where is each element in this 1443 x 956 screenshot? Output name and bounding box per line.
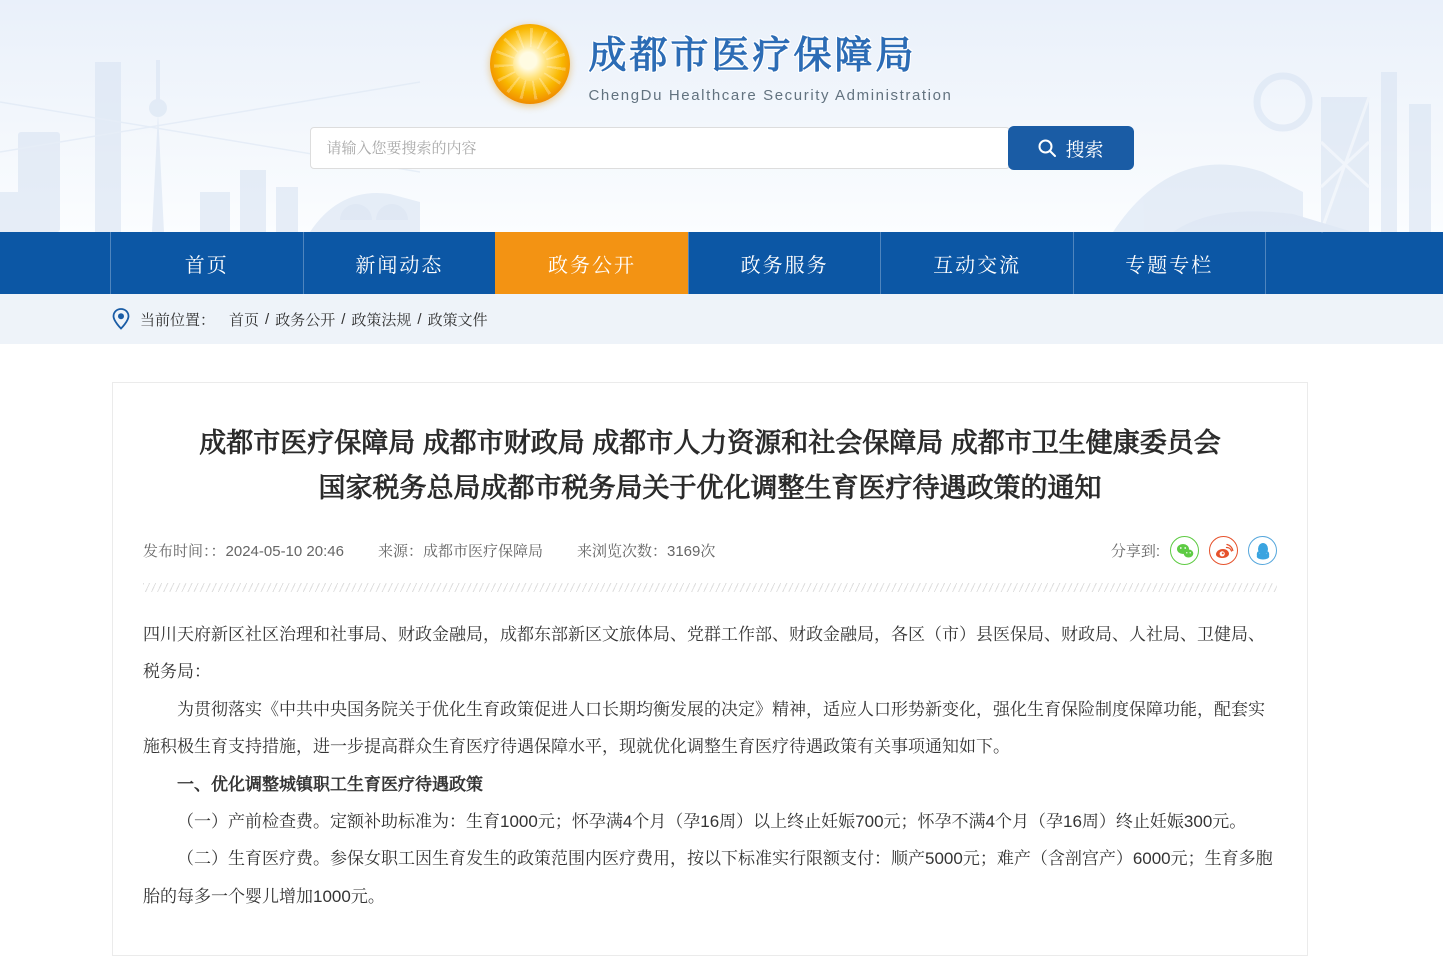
publish-time	[143, 540, 344, 561]
source	[378, 540, 543, 561]
search-icon	[1037, 138, 1057, 158]
nav-item-interaction[interactable]: 互动交流	[880, 232, 1073, 294]
site-header	[0, 0, 1443, 232]
wechat-share-icon[interactable]	[1170, 536, 1199, 565]
main-nav	[0, 232, 1443, 294]
main-content	[0, 382, 1443, 956]
weibo-share-icon[interactable]	[1209, 536, 1238, 565]
breadcrumb-item-gov-disclosure[interactable]: 政务公开	[275, 311, 336, 329]
nav-item-gov-disclosure[interactable]: 政务公开	[495, 232, 688, 294]
brand	[0, 0, 1443, 104]
search-button-label: 搜索	[1065, 139, 1104, 161]
breadcrumb-item-policy-regulations[interactable]: 政策法规	[351, 311, 412, 329]
breadcrumb-item-policy-documents[interactable]: 政策文件	[427, 311, 488, 329]
breadcrumb-separator: /	[417, 310, 422, 328]
location-pin-icon	[112, 308, 130, 330]
search-bar	[0, 126, 1443, 170]
site-subtitle: ChengDu Healthcare Security Administration	[588, 87, 953, 104]
breadcrumb-separator: /	[265, 310, 270, 328]
publish-time-value: ：2024-05-10 20:46	[210, 543, 344, 561]
article-meta	[143, 536, 1277, 565]
view-count-value: 3169次	[667, 543, 716, 561]
paragraph-item-2: （二）生育医疗费。参保女职工因生育发生的政策范围内医疗费用，按以下标准实行限额支付：顺产5000元；难产（含剖宫产）6000元；生育多胞胎的每多一个婴儿增加1000元。	[143, 849, 1273, 906]
share-bar	[1111, 536, 1277, 565]
paragraph-recipients: 四川天府新区社区治理和社事局、财政金融局，成都东部新区文旅体局、党群工作部、财政金融局，各区（市）县医保局、财政局、人社局、卫健局、税务局：	[143, 625, 1265, 682]
article-title-line1: 成都市医疗保障局 成都市财政局 成都市人力资源和社会保障局 成都市卫生健康委员会	[199, 428, 1221, 458]
agency-logo-icon	[490, 24, 570, 104]
publish-time-label: 发布时间：	[143, 543, 211, 561]
search-input[interactable]	[310, 127, 1010, 169]
share-label: 分享到:	[1110, 543, 1160, 561]
paragraph-preamble: 为贯彻落实《中共中央国务院关于优化生育政策促进人口长期均衡发展的决定》精神，适应人口形势新变化，强化生育保险制度保障功能，配套实施积极生育支持措施，进一步提高群众生育医疗待遇保障水平，现就优化调整生育医疗待遇政策有关事项通知如下。	[143, 699, 1265, 757]
breadcrumb-separator: /	[341, 310, 346, 328]
search-button[interactable]	[1008, 126, 1134, 170]
brand-text	[588, 24, 952, 104]
nav-item-home[interactable]: 首页	[110, 232, 303, 294]
source-value: 成都市医疗保障局	[422, 543, 543, 561]
article-body	[143, 616, 1277, 915]
article-title-line2: 国家税务总局成都市税务局关于优化调整生育医疗待遇政策的通知	[318, 472, 1102, 503]
breadcrumb-label: 当前位置：	[140, 311, 216, 329]
main-nav-items	[110, 232, 1266, 294]
breadcrumb-item-home[interactable]: 首页	[229, 311, 260, 329]
view-count-label: 来浏览次数：	[576, 543, 667, 561]
hatched-divider	[143, 583, 1277, 592]
nav-item-gov-services[interactable]: 政务服务	[688, 232, 881, 294]
site-title: 成都市医疗保障局	[588, 35, 917, 77]
paragraph-item-1: （一）产前检查费。定额补助标准为：生育1000元；怀孕满4个月（孕16周）以上终止妊娠700元；怀孕不满4个月（孕16周）终止妊娠300元。	[177, 812, 1247, 832]
section-heading-1: 一、优化调整城镇职工生育医疗待遇政策	[177, 774, 483, 794]
qq-share-icon[interactable]	[1248, 536, 1277, 565]
view-count	[577, 540, 715, 561]
article-title	[143, 421, 1277, 510]
nav-item-news[interactable]: 新闻动态	[303, 232, 496, 294]
source-label: 来源：	[377, 543, 423, 561]
breadcrumb	[0, 294, 1443, 344]
nav-item-special-topics[interactable]: 专题专栏	[1073, 232, 1266, 294]
article-card	[112, 382, 1308, 956]
